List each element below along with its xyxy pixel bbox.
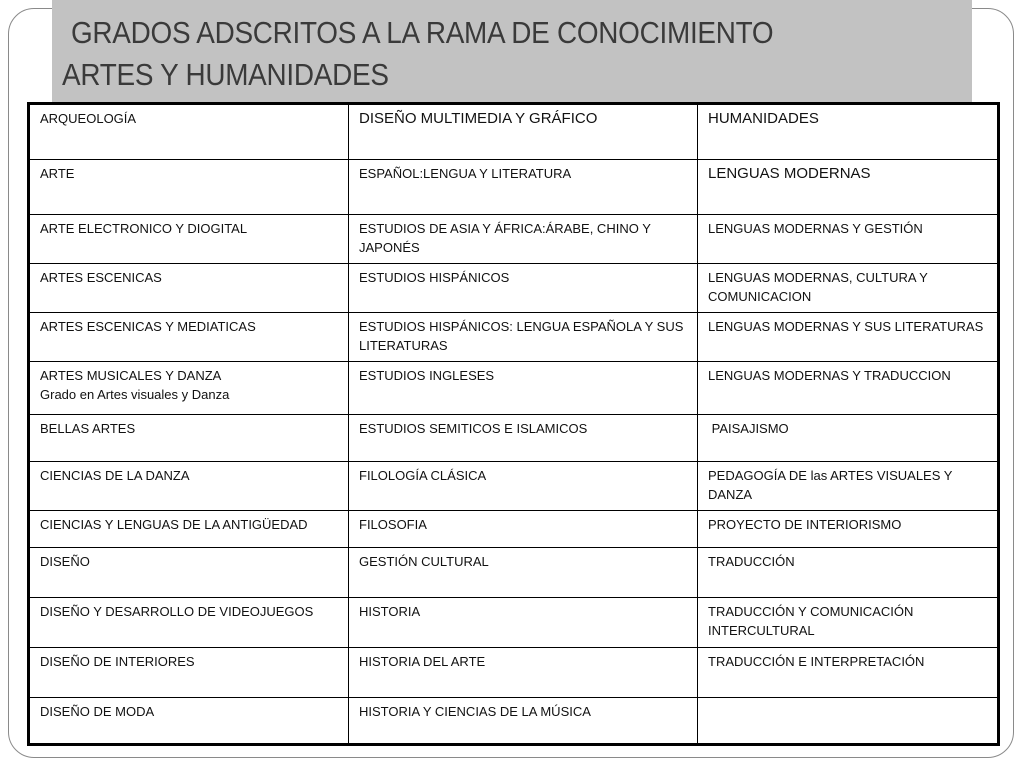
table-cell: HUMANIDADES [698, 104, 999, 160]
table-cell: ESPAÑOL:LENGUA Y LITERATURA [349, 160, 698, 215]
table-cell: TRADUCCIÓN E INTERPRETACIÓN [698, 648, 999, 698]
table-cell [698, 698, 999, 745]
table-row [29, 415, 999, 462]
table-cell: TRADUCCIÓN Y COMUNICACIÓN INTERCULTURAL [698, 598, 999, 648]
table-cell: CIENCIAS DE LA DANZA [29, 462, 349, 511]
table-cell: HISTORIA DEL ARTE [349, 648, 698, 698]
table-cell: LENGUAS MODERNAS, CULTURA Y COMUNICACION [698, 264, 999, 313]
table-row [29, 511, 999, 548]
table-cell: DISEÑO MULTIMEDIA Y GRÁFICO [349, 104, 698, 160]
table-cell: GESTIÓN CULTURAL [349, 548, 698, 598]
table-cell: HISTORIA [349, 598, 698, 648]
table-cell: ARTES ESCENICAS [29, 264, 349, 313]
table-row [29, 160, 999, 215]
table-row [29, 548, 999, 598]
table-cell: LENGUAS MODERNAS Y GESTIÓN [698, 215, 999, 264]
table-cell: CIENCIAS Y LENGUAS DE LA ANTIGÜEDAD [29, 511, 349, 548]
table-row [29, 462, 999, 511]
table-cell: PAISAJISMO [698, 415, 999, 462]
table-cell: ARTE ELECTRONICO Y DIOGITAL [29, 215, 349, 264]
table-cell: ESTUDIOS DE ASIA Y ÁFRICA:ÁRABE, CHINO Y JAPONÉS [349, 215, 698, 264]
table-cell: PEDAGOGÍA DE las ARTES VISUALES Y DANZA [698, 462, 999, 511]
table-cell: ESTUDIOS SEMITICOS E ISLAMICOS [349, 415, 698, 462]
table-cell: ARTES MUSICALES Y DANZA Grado en Artes visuales y Danza [29, 362, 349, 415]
table-cell: DISEÑO DE INTERIORES [29, 648, 349, 698]
table-row [29, 104, 999, 160]
table-cell: DISEÑO DE MODA [29, 698, 349, 745]
table-cell: FILOLOGÍA CLÁSICA [349, 462, 698, 511]
table-cell: FILOSOFIA [349, 511, 698, 548]
table-cell: TRADUCCIÓN [698, 548, 999, 598]
table-cell: DISEÑO [29, 548, 349, 598]
table-cell: DISEÑO Y DESARROLLO DE VIDEOJUEGOS [29, 598, 349, 648]
cell-subtext: Grado en Artes visuales y Danza [40, 387, 230, 402]
title-line-2: ARTES Y HUMANIDADES [62, 57, 389, 92]
table-cell: BELLAS ARTES [29, 415, 349, 462]
table-row [29, 264, 999, 313]
table-row [29, 648, 999, 698]
table-cell: ESTUDIOS HISPÁNICOS: LENGUA ESPAÑOLA Y SUS LITERATURAS [349, 313, 698, 362]
table-row [29, 313, 999, 362]
slide-title [62, 12, 773, 96]
title-line-1: GRADOS ADSCRITOS A LA RAMA DE CONOCIMIENTO [71, 15, 774, 50]
table-cell: LENGUAS MODERNAS [698, 160, 999, 215]
table-cell: ESTUDIOS HISPÁNICOS [349, 264, 698, 313]
table-cell: PROYECTO DE INTERIORISMO [698, 511, 999, 548]
table-cell: HISTORIA Y CIENCIAS DE LA MÚSICA [349, 698, 698, 745]
table-cell: ARQUEOLOGÍA [29, 104, 349, 160]
table-row [29, 362, 999, 415]
table-row [29, 698, 999, 745]
table-cell: ARTE [29, 160, 349, 215]
table-cell: ARTES ESCENICAS Y MEDIATICAS [29, 313, 349, 362]
table-row [29, 598, 999, 648]
degrees-table [27, 102, 1000, 746]
table-cell: LENGUAS MODERNAS Y TRADUCCION [698, 362, 999, 415]
table-cell: ESTUDIOS INGLESES [349, 362, 698, 415]
table-cell: LENGUAS MODERNAS Y SUS LITERATURAS [698, 313, 999, 362]
table-row [29, 215, 999, 264]
